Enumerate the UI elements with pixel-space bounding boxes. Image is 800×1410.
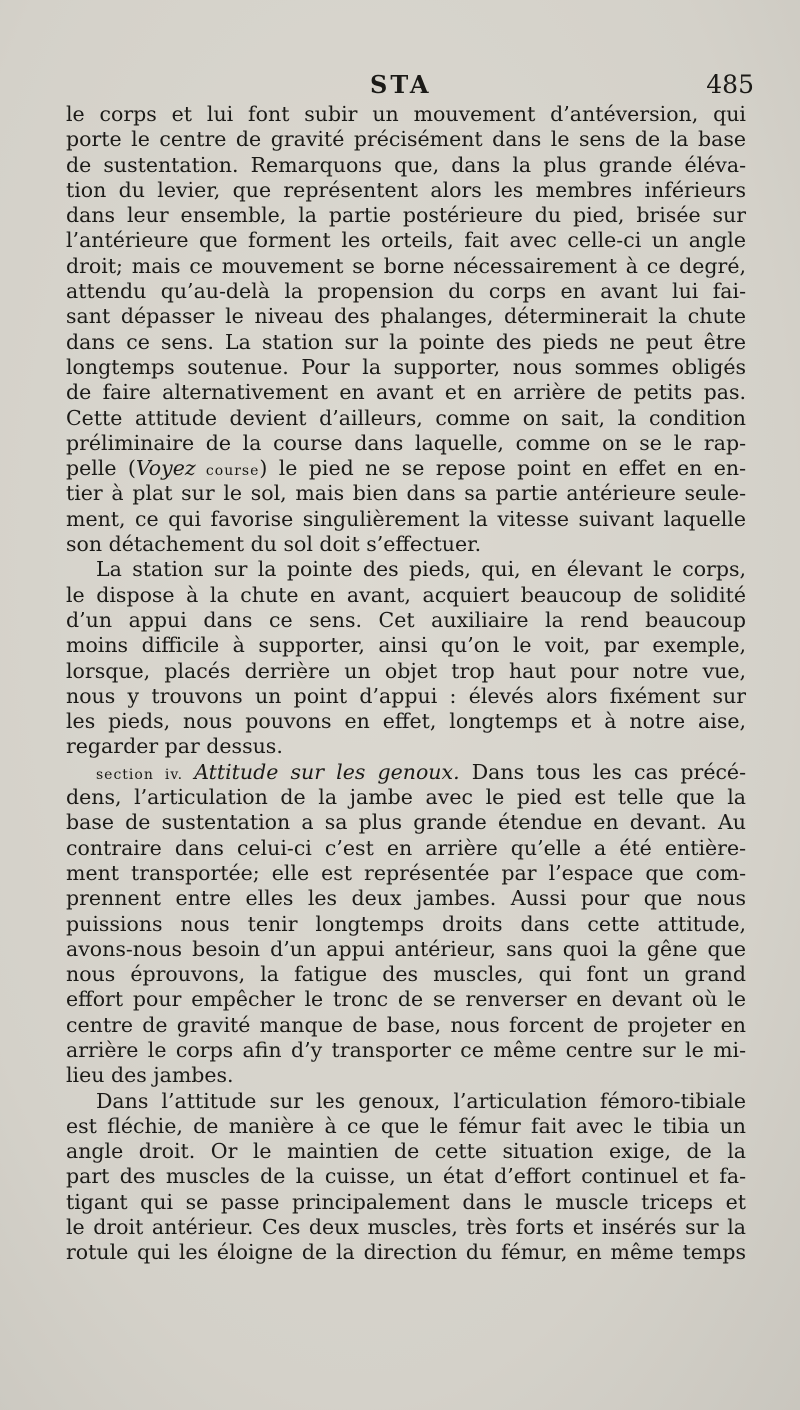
running-head: STA [370,70,432,99]
text-line: prennent entre elles les deux jambes. Aussi pour que nous [66,886,746,911]
text-fragment: section iv. [96,766,195,783]
text-line: dans leur ensemble, la partie postérieure du pied, brisée sur [66,203,746,228]
text-line: effort pour empêcher le tronc de se renverser en devant où le [66,987,746,1012]
text-line: d’un appui dans ce sens. Cet auxiliaire la rend beaucoup [66,607,746,632]
text-line: centre de gravité manque de base, nous forcent de projeter en [66,1012,746,1037]
text-line: longtemps soutenue. Pour la supporter, nous sommes obligés [66,354,746,379]
text-line: attendu qu’au-delà la propension du corps en avant lui fai- [66,279,746,304]
text-line: La station sur la pointe des pieds, qui, en élevant le corps, [96,557,746,582]
text-line: préliminaire de la course dans laquelle, comme on se le rap- [66,430,746,455]
text-line: le droit antérieur. Ces deux muscles, très forts et insérés sur la [66,1215,746,1240]
text-line: dens, l’articulation de la jambe avec le pied est telle que la [66,785,746,810]
text-line: nous éprouvons, la fatigue des muscles, qui font un grand [66,962,746,987]
text-line: ment, ce qui favorise singulièrement la vitesse suivant laquelle [66,506,746,531]
text-line [66,760,746,785]
text-fragment: pelle ( [66,456,136,481]
text-line: regarder par dessus. [66,734,283,759]
text-fragment: Attitude sur les genoux. [194,759,460,784]
text-line: de faire alternativement en avant et en arrière de petits pas. [66,380,746,405]
text-line: Dans l’attitude sur les genoux, l’articulation fémoro-tibiale [96,1088,746,1113]
text-line: base de sustentation a sa plus grande étendue en devant. Au [66,810,746,835]
text-line: les pieds, nous pouvons en effet, longtemps et à notre aise, [66,709,746,734]
text-line: le dispose à la chute en avant, acquiert beaucoup de solidité [66,582,746,607]
text-line: moins difficile à supporter, ainsi qu’on le voit, par exemple, [66,633,746,658]
body-text [66,102,746,1266]
text-fragment: Dans tous les cas précé- [459,759,746,784]
text-line: l’antérieure que forment les orteils, fait avec celle-ci un angle [66,228,746,253]
text-line: Cette attitude devient d’ailleurs, comme on sait, la condition [66,405,746,430]
text-line: droit; mais ce mouvement se borne nécessairement à ce degré, [66,253,746,278]
text-line [66,456,746,481]
text-line: dans ce sens. La station sur la pointe des pieds ne peut être [66,329,746,354]
text-line: puissions nous tenir longtemps droits dans cette attitude, [66,911,746,936]
text-line: tion du levier, que représentent alors les membres inférieurs [66,177,746,202]
text-line: arrière le corps afin d’y transporter ce même centre sur le mi- [66,1037,746,1062]
text-line: avons-nous besoin d’un appui antérieur, sans quoi la gêne que [66,936,746,961]
text-line: angle droit. Or le maintien de cette situation exige, de la [66,1139,746,1164]
page-header [0,70,800,100]
text-line: de sustentation. Remarquons que, dans la plus grande éléva- [66,152,746,177]
text-line: tigant qui se passe principalement dans le muscle triceps et [66,1189,746,1214]
text-line: porte le centre de gravité précisément dans le sens de la base [66,127,746,152]
text-line: le corps et lui font subir un mouvement d’antéversion, qui [66,102,746,126]
text-line: rotule qui les éloigne de la direction du fémur, en même temps [66,1240,746,1265]
page-number: 485 [706,70,754,99]
text-line: son détachement du sol doit s’effectuer. [66,532,482,557]
text-fragment: Voyez [135,456,196,481]
text-fragment: course [195,463,260,480]
text-line: lorsque, placés derrière un objet trop haut pour notre vue, [66,658,746,683]
text-line: contraire dans celui-ci c’est en arrière qu’elle a été entière- [66,835,746,860]
text-line: part des muscles de la cuisse, un état d’effort continuel et fa- [66,1164,746,1189]
text-line: est fléchie, de manière à ce que le fémur fait avec le tibia un [66,1113,746,1138]
text-line: lieu des jambes. [66,1063,234,1088]
text-line: nous y trouvons un point d’appui : élevés alors fixément sur [66,683,746,708]
text-fragment: ) le pied ne se repose point en effet en en- [259,456,746,481]
text-line: ment transportée; elle est représentée par l’espace que com- [66,860,746,885]
text-line: tier à plat sur le sol, mais bien dans sa partie antérieure seule- [66,481,746,506]
text-line: sant dépasser le niveau des phalanges, déterminerait la chute [66,304,746,329]
